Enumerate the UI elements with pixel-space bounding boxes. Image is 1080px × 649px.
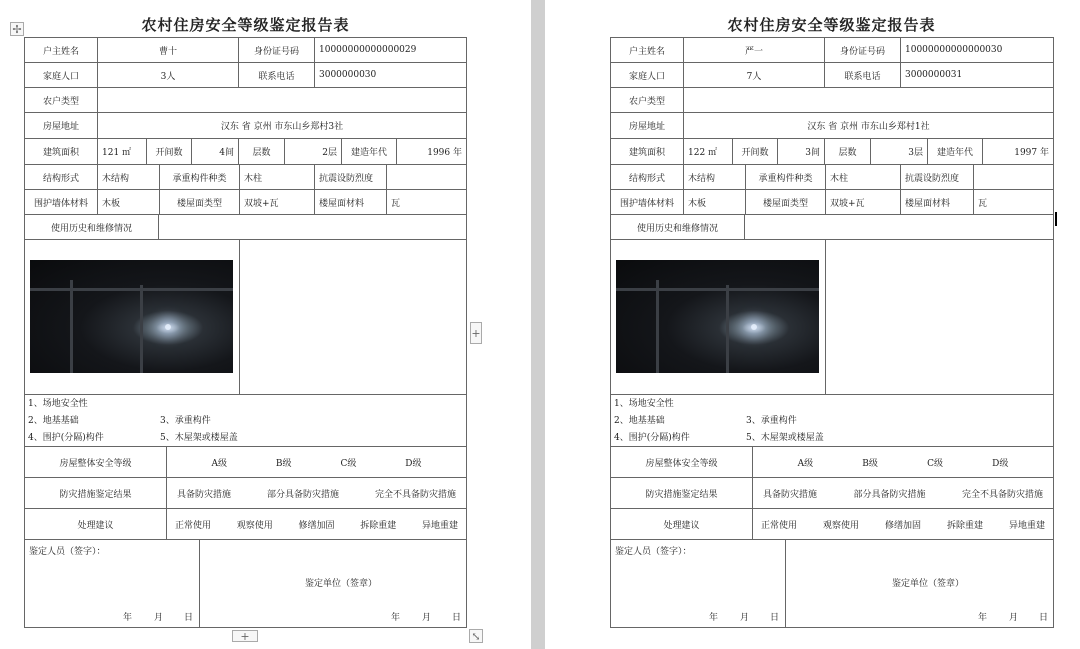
- document-page-1: [0, 0, 531, 649]
- address-label: 房屋地址: [24, 112, 98, 139]
- disaster-option-none[interactable]: 完全不具备防灾措施: [961, 489, 1043, 500]
- owner-name-value[interactable]: 严一: [683, 37, 825, 63]
- disaster-option-full[interactable]: 具备防灾措施: [763, 489, 818, 500]
- advice-repair[interactable]: 修缮加固: [884, 520, 921, 531]
- item-1: 1、场地安全性: [614, 399, 674, 409]
- floors-label: 层数: [824, 138, 871, 165]
- grade-a[interactable]: A级: [797, 458, 814, 469]
- phone-value[interactable]: 3000000030: [314, 62, 467, 88]
- grade-d[interactable]: D级: [992, 458, 1009, 469]
- id-number-label: 身份证号码: [238, 37, 315, 63]
- family-size-value[interactable]: 3人: [97, 62, 239, 88]
- item-2: 2、地基基础: [614, 416, 665, 426]
- advice-relocate[interactable]: 异地重建: [1008, 520, 1045, 531]
- load-bearing-value[interactable]: 木柱: [239, 164, 315, 190]
- add-column-button[interactable]: +: [470, 322, 482, 344]
- date-month-1: 月: [740, 613, 750, 623]
- grade-b[interactable]: B级: [275, 458, 292, 469]
- grade-b[interactable]: B级: [862, 458, 878, 469]
- roof-material-label: 楼屋面材料: [314, 189, 387, 215]
- family-size-label: 家庭人口: [610, 62, 684, 88]
- area-value[interactable]: 122 ㎡: [683, 138, 733, 165]
- safety-grade-label: 房屋整体安全等级: [610, 446, 753, 478]
- item-3: 3、承重构件: [746, 416, 797, 426]
- load-bearing-value[interactable]: 木柱: [825, 164, 901, 190]
- advice-label: 处理建议: [610, 508, 753, 540]
- household-type-label: 农户类型: [24, 87, 98, 113]
- appraiser-cell[interactable]: 鉴定人员（签字）：: [610, 539, 786, 628]
- bays-value[interactable]: 4间: [191, 138, 239, 165]
- household-type-value[interactable]: [97, 87, 467, 113]
- disaster-option-partial[interactable]: 部分具备防灾措施: [853, 489, 926, 500]
- advice-repair[interactable]: 修缮加固: [298, 520, 335, 531]
- item-5: 5、木屋架或楼屋盖: [746, 433, 824, 443]
- year-built-value[interactable]: 1996 年: [396, 138, 467, 165]
- family-size-value[interactable]: 7人: [683, 62, 825, 88]
- form-title: 农村住房安全等级鉴定报告表: [727, 16, 936, 34]
- table-move-handle[interactable]: ✢: [10, 22, 24, 36]
- unit-label: 鉴定单位（签章）: [892, 579, 965, 589]
- safety-grade-label: 房屋整体安全等级: [24, 446, 167, 478]
- load-bearing-label: 承重构件种类: [745, 164, 826, 190]
- grade-c[interactable]: C级: [927, 458, 943, 469]
- year-built-value[interactable]: 1997 年: [982, 138, 1054, 165]
- floors-value[interactable]: 3层: [870, 138, 928, 165]
- page-gutter: [531, 0, 545, 649]
- wall-material-label: 围护墙体材料: [610, 189, 684, 215]
- advice-label: 处理建议: [24, 508, 167, 540]
- id-number-label: 身份证号码: [824, 37, 901, 63]
- advice-rebuild[interactable]: 拆除重建: [360, 520, 397, 531]
- unit-label: 鉴定单位（签章）: [305, 579, 378, 589]
- history-label: 使用历史和维修情况: [24, 214, 159, 240]
- date-year-2: 年: [391, 613, 401, 623]
- form-title: 农村住房安全等级鉴定报告表: [141, 16, 350, 34]
- bays-label: 开间数: [732, 138, 778, 165]
- date-day-1: 日: [770, 613, 780, 623]
- date-day-2: 日: [452, 613, 462, 623]
- wall-material-label: 围护墙体材料: [24, 189, 98, 215]
- floors-value[interactable]: 2层: [284, 138, 342, 165]
- advice-observe[interactable]: 观察使用: [822, 520, 859, 531]
- year-built-label: 建造年代: [341, 138, 397, 165]
- family-size-label: 家庭人口: [24, 62, 98, 88]
- structure-value[interactable]: 木结构: [683, 164, 746, 190]
- history-label: 使用历史和维修情况: [610, 214, 745, 240]
- phone-label: 联系电话: [824, 62, 901, 88]
- house-photo[interactable]: [616, 260, 819, 373]
- date-day-2: 日: [1039, 613, 1049, 623]
- safety-grade-options: [752, 446, 1054, 478]
- roof-type-value[interactable]: 双坡+瓦: [239, 189, 315, 215]
- phone-label: 联系电话: [238, 62, 315, 88]
- roof-type-label: 楼屋面类型: [745, 189, 826, 215]
- area-label: 建筑面积: [24, 138, 98, 165]
- seismic-value[interactable]: [973, 164, 1054, 190]
- roof-material-label: 楼屋面材料: [900, 189, 974, 215]
- date-year-1: 年: [709, 613, 719, 623]
- seismic-label: 抗震设防烈度: [314, 164, 387, 190]
- advice-normal[interactable]: 正常使用: [761, 520, 798, 531]
- roof-type-value[interactable]: 双坡+瓦: [825, 189, 901, 215]
- owner-name-label: 户主姓名: [24, 37, 98, 63]
- text-cursor: [1055, 212, 1057, 226]
- disaster-option-full[interactable]: 具备防灾措施: [177, 489, 232, 500]
- disaster-options: [752, 477, 1054, 509]
- history-value[interactable]: [744, 214, 1054, 240]
- grade-d[interactable]: D级: [405, 458, 422, 469]
- item-3: 3、承重构件: [160, 416, 211, 426]
- date-month-2: 月: [422, 613, 432, 623]
- floors-label: 层数: [238, 138, 285, 165]
- roof-material-value[interactable]: 瓦: [386, 189, 467, 215]
- bays-label: 开间数: [146, 138, 192, 165]
- roof-material-value[interactable]: 瓦: [973, 189, 1054, 215]
- disaster-option-partial[interactable]: 部分具备防灾措施: [266, 489, 339, 500]
- address-label: 房屋地址: [610, 112, 684, 139]
- date-month-1: 月: [154, 613, 164, 623]
- grade-a[interactable]: A级: [211, 458, 227, 469]
- add-row-button[interactable]: +: [232, 630, 258, 642]
- house-photo[interactable]: [30, 260, 233, 373]
- advice-normal[interactable]: 正常使用: [175, 520, 212, 531]
- history-value[interactable]: [158, 214, 467, 240]
- roof-type-label: 楼屋面类型: [159, 189, 240, 215]
- id-number-value[interactable]: 10000000000000029: [314, 37, 467, 63]
- advice-observe[interactable]: 观察使用: [236, 520, 273, 531]
- safety-grade-options: [166, 446, 467, 478]
- item-4: 4、围护(分隔)构件: [28, 433, 104, 443]
- advice-options: [166, 508, 467, 540]
- address-value[interactable]: 汉东 省 京州 市东山乡郑村3社: [97, 112, 467, 139]
- date-year-2: 年: [978, 613, 988, 623]
- seismic-value[interactable]: [386, 164, 467, 190]
- structure-label: 结构形式: [24, 164, 98, 190]
- document-page-2: [545, 0, 1080, 649]
- item-5: 5、木屋架或楼屋盖: [160, 433, 238, 443]
- disaster-result-label: 防灾措施鉴定结果: [24, 477, 167, 509]
- load-bearing-label: 承重构件种类: [159, 164, 240, 190]
- advice-relocate[interactable]: 异地重建: [421, 520, 458, 531]
- appraiser-cell[interactable]: 鉴定人员（签字）：: [24, 539, 200, 628]
- advice-options: [752, 508, 1054, 540]
- area-label: 建筑面积: [610, 138, 684, 165]
- address-value[interactable]: 汉东 省 京州 市东山乡郑村1社: [683, 112, 1054, 139]
- structure-label: 结构形式: [610, 164, 684, 190]
- owner-name-label: 户主姓名: [610, 37, 684, 63]
- wall-material-value[interactable]: 木板: [97, 189, 160, 215]
- photo-blank-cell[interactable]: [239, 239, 467, 395]
- date-year-1: 年: [123, 613, 133, 623]
- photo-blank-cell[interactable]: [825, 239, 1054, 395]
- table-resize-handle[interactable]: ⤡: [469, 629, 483, 643]
- phone-value[interactable]: 3000000031: [900, 62, 1054, 88]
- item-1: 1、场地安全性: [28, 399, 88, 409]
- owner-name-value[interactable]: 曹十: [97, 37, 239, 63]
- id-number-value[interactable]: 10000000000000030: [900, 37, 1054, 63]
- disaster-option-none[interactable]: 完全不具备防灾措施: [374, 489, 456, 500]
- area-value[interactable]: 121 ㎡: [97, 138, 147, 165]
- household-type-value[interactable]: [683, 87, 1054, 113]
- bays-value[interactable]: 3间: [777, 138, 825, 165]
- household-type-label: 农户类型: [610, 87, 684, 113]
- disaster-result-label: 防灾措施鉴定结果: [610, 477, 753, 509]
- advice-rebuild[interactable]: 拆除重建: [946, 520, 983, 531]
- year-built-label: 建造年代: [927, 138, 983, 165]
- grade-c[interactable]: C级: [340, 458, 357, 469]
- item-2: 2、地基基础: [28, 416, 79, 426]
- disaster-options: [166, 477, 467, 509]
- date-month-2: 月: [1009, 613, 1019, 623]
- seismic-label: 抗震设防烈度: [900, 164, 974, 190]
- structure-value[interactable]: 木结构: [97, 164, 160, 190]
- item-4: 4、围护(分隔)构件: [614, 433, 690, 443]
- date-day-1: 日: [184, 613, 194, 623]
- wall-material-value[interactable]: 木板: [683, 189, 746, 215]
